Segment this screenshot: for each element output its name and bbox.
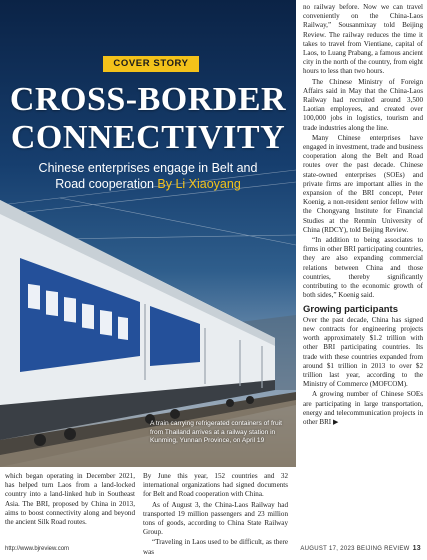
paragraph: By June this year, 152 countries and 32 international organizations had signed documents for Belt and Road cooperation with China.	[143, 472, 288, 499]
footer-website[interactable]: http://www.bjreview.com	[5, 546, 70, 552]
photo-caption: A train carrying refrigerated containers of fruit from Thailand arrives at a railway station in Kunming, Yunnan Province, on April 19	[150, 420, 282, 444]
section-subhead: Growing participants	[303, 303, 399, 315]
body-column-c	[303, 3, 423, 428]
continue-arrow-icon: ▶	[332, 417, 339, 426]
byline: By Li Xiaoyang	[157, 177, 241, 191]
paragraph-text: A growing number of Chinese SOEs are participating in large transportation, energy and telecommunication projects in other BRI	[303, 390, 423, 426]
headline-line-1: CROSS-BORDER	[9, 81, 287, 118]
paragraph: The Chinese Ministry of Foreign Affairs said in May that the China-Laos Railway had recruited around 3,500 Laotian employees, and created over 100,000 jobs in logistics, tourism and trade industries along the line.	[303, 77, 423, 132]
page-number: 13	[412, 545, 421, 552]
deck-line-1: Chinese enterprises engage in Belt and	[38, 161, 258, 175]
paragraph: which began operating in December 2021, has helped turn Laos from a land-locked country into a land-linked hub in Southeast Asia. The BRI, proposed by China in 2013, aims to boost connectivity along and beyond the ancient Silk Road routes.	[5, 472, 135, 527]
headline-line-2: CONNECTIVITY	[10, 119, 286, 156]
paragraph: “In addition to being associates to firms in other BRI participating countries, they are also expanding commercial relations between China and those countries, thereby significantly contributing to the economic growth of both sides,” Koenig said.	[303, 236, 423, 300]
paragraph	[303, 390, 423, 427]
deck-line-2: Road cooperation	[55, 177, 154, 191]
paragraph: “Traveling in Laos used to be difficult, as there was	[143, 538, 288, 556]
issue-date-publication: AUGUST 17, 2023 BEIJING REVIEW	[300, 546, 410, 552]
cover-story-badge: COVER STORY	[103, 56, 199, 72]
footer-issue-info	[300, 545, 421, 552]
paragraph: Over the past decade, China has signed new contracts for engineering projects worth approximately $1.2 trillion with other BRI participating countries. Its trade with these countries expanded from around $1 trillion in 2013 to over $2 trillion last year, according to the Ministry of Commerce (MOFCOM).	[303, 315, 423, 389]
body-column-a	[5, 472, 135, 528]
paragraph: As of August 3, the China-Laos Railway had transported 19 million passengers and 23 million tons of goods, according to China State Railway Group.	[143, 500, 288, 537]
paragraph: no railway before. Now we can travel conveniently on the China-Laos Railway,” Sousanmixay told Beijing Review. The railway reduces the time it takes to travel from Vientiane, capital of Laos, to Luang Prabang, a famous ancient city in the north of the country, from eight hours to less than two hours.	[303, 3, 423, 76]
paragraph: Many Chinese enterprises have engaged in investment, trade and business cooperation along the Belt and Road routes over the past decade. Chinese state-owned enterprises (SOEs) and private firms are important allies in the expansion of the BRI concept, Peter Koenig, a non-resident senior fellow with the Chongyang Institute for Financial Studies at the Renmin University of China (RDCY), told Beijing Review.	[303, 133, 423, 234]
body-column-b	[143, 472, 288, 558]
deck	[20, 160, 276, 192]
